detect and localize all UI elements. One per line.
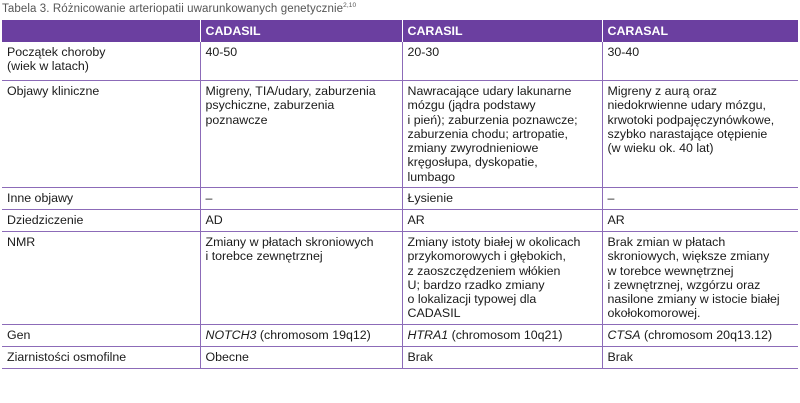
table-row [2,188,798,210]
cell-line: Migreny, TIA/udary, zaburzenia [205,84,376,98]
cell-carasil [402,325,602,347]
cell-carasil: Łysienie [402,188,602,210]
cell-line: (w wieku ok. 40 lat) [607,141,714,156]
table-row [2,232,798,325]
cell-line: Brak zmian w płatach [607,235,726,249]
cell-line: w torebce wewnętrznej [607,263,734,278]
table-row [2,42,798,81]
cell-line: krwotoki podpajęczynówkowe, [607,112,775,127]
cell-carasal [602,232,798,325]
cell-line: okołokomorowej. [607,306,701,321]
cell-carasal: – [602,188,798,210]
header-cadasil: CADASIL [200,20,402,42]
gene-name: CTSA [607,328,641,342]
cell-line: U; bardzo rzadko zmiany [407,277,545,292]
header-carasil: CARASIL [402,20,602,42]
cell-line: o lokalizacji typowej dla [407,292,537,307]
cell-carasal [602,81,798,188]
row-label: Dziedziczenie [2,210,200,232]
cell-line: skroniowych, większe zmiany [607,249,770,264]
gene-name: HTRA1 [407,328,449,342]
cell-cadasil [200,232,402,325]
cell-line: kręgosłupa, dyskopatie, [407,155,538,170]
chromosome-text: (chromosom 19q12) [256,328,371,342]
row-label: Gen [2,325,200,347]
cell-line: i pień); zaburzenia poznawcze; [407,112,578,127]
table-caption [2,2,356,15]
cell-line: poznawcze [205,112,268,127]
cell-line: mózgu (jądra podstawy [407,98,536,113]
cell-line: zaburzenia chodu; artropatie, [407,126,568,141]
cell-line: niedokrwienne udary mózgu, [607,98,766,113]
cell-line: nasilone zmiany w istocie białej [607,292,780,307]
cell-carasal: AR [602,210,798,232]
caption-reference: 2,10 [343,2,357,9]
cell-cadasil: 40-50 [200,42,402,81]
cell-carasil: AR [402,210,602,232]
label-line: (wiek w latach) [7,59,89,74]
table-row [2,347,798,369]
cell-line: lumbago [407,169,456,184]
cell-carasil: 20-30 [402,42,602,81]
table-row [2,81,798,188]
cell-cadasil: – [200,188,402,210]
header-carasal: CARASAL [602,20,798,42]
cell-carasal: 30-40 [602,42,798,81]
cell-line: przykomorowych i głębokich, [407,249,566,264]
cell-line: z zaoszczędzeniem włókien [407,263,561,278]
cell-carasil [402,81,602,188]
cell-line: psychiczne, zaburzenia [205,98,335,113]
table-row [2,210,798,232]
row-label: Objawy kliniczne [2,81,200,188]
cell-line: i torebce zewnętrznej [205,249,323,264]
comparison-table [2,20,798,369]
cell-line: Zmiany w płatach skroniowych [205,235,374,249]
cell-carasil: Brak [402,347,602,369]
cell-line: Nawracające udary lakunarne [407,84,572,98]
cell-cadasil: Obecne [200,347,402,369]
cell-line: szybko narastające otępienie [607,126,768,141]
table-row [2,325,798,347]
cell-line: zmiany zwyrodnieniowe [407,141,539,156]
table-header-row [2,20,798,42]
cell-cadasil [200,81,402,188]
row-label: Inne objawy [2,188,200,210]
chromosome-text: (chromosom 20q13.12) [640,328,773,342]
caption-text: Tabela 3. Różnicowanie arteriopatii uwarunkowanych genetycznie [2,3,344,15]
cell-line: Migreny z aurą oraz [607,84,717,98]
cell-cadasil [200,325,402,347]
label-line: Początek choroby [7,45,106,59]
cell-carasal [602,325,798,347]
cell-carasal: Brak [602,347,798,369]
row-label [2,42,200,81]
cell-cadasil: AD [200,210,402,232]
cell-carasil [402,232,602,325]
chromosome-text: (chromosom 10q21) [448,328,563,342]
row-label: Ziarnistości osmofilne [2,347,200,369]
gene-name: NOTCH3 [205,328,257,342]
cell-line: i zewnętrznej, wzgórzu oraz [607,277,761,292]
cell-line: CADASIL [407,306,461,321]
cell-line: Zmiany istoty białej w okolicach [407,235,581,249]
header-empty [2,20,200,42]
row-label: NMR [2,232,200,325]
